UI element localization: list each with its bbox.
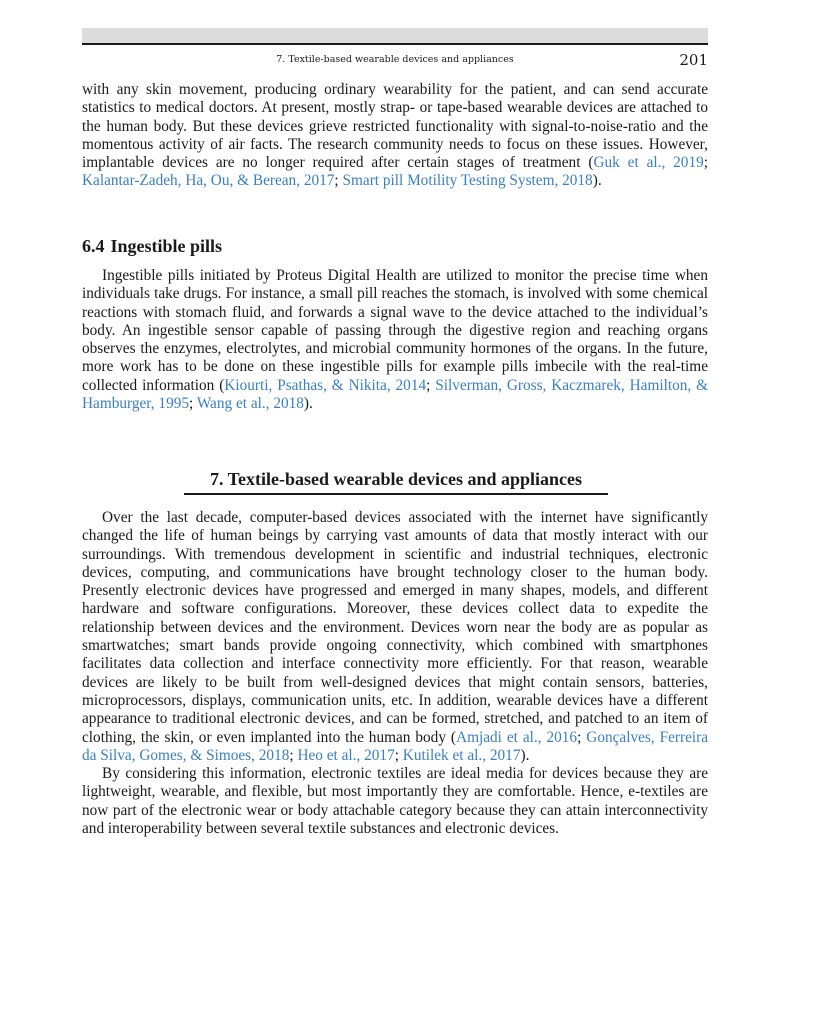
citation-close: ). xyxy=(520,746,530,764)
citation-link[interactable]: Wang et al., 2018 xyxy=(196,395,304,413)
paragraph xyxy=(82,267,708,413)
chapter-heading-7 xyxy=(184,469,608,490)
running-head xyxy=(82,51,708,71)
chapter-rule xyxy=(184,493,608,495)
citation-link[interactable]: Amjadi et al., 2016 xyxy=(456,728,578,746)
citation-separator: ; xyxy=(289,746,298,764)
paragraph-text: with any skin movement, producing ordinary wearability for the patient, and can send accurate statistics to medical doctors. At present, mostly strap- or tape-based wearable devices are attached to the human body. But these devices grieve restricted functionality with signal-to-noise-ratio and the momentous activity of air facts. The research community needs to focus on these issues. However, implantable devices are no longer required after certain stages of treatment ( xyxy=(82,81,708,172)
citation-separator: ; xyxy=(577,728,587,746)
running-title: 7. Textile-based wearable devices and appliances xyxy=(276,54,514,65)
paragraph-text: Ingestible pills initiated by Proteus Digital Health are utilized to monitor the precise time when individuals take drugs. For instance, a small pill reaches the stomach, is involved with some chemical reactions with stomach fluid, and forwards a signal wave to the device attached to the individual’s body. An ingestible sensor capable of passing through the digestive region and reaching organs observes the enzymes, electrolytes, and microbial community hormones of the organs. In the future, more work has to be done on these ingestible pills for example pills imbecile with the real-time collected information ( xyxy=(82,267,708,394)
citation-separator: ; xyxy=(394,746,403,764)
citation-link[interactable]: Kutilek et al., 2017 xyxy=(402,746,521,764)
citation-link[interactable]: Gonçalves, Ferreira da Silva, Gomes, & Simoes, 2018 xyxy=(82,728,709,764)
section-number: 6.4 xyxy=(82,236,105,256)
citation-link[interactable]: Silverman, Gross, Kaczmarek, Hamilton, & Hamburger, 1995 xyxy=(82,376,708,413)
chapter-7-body xyxy=(82,509,708,838)
citation-close: ). xyxy=(592,172,602,190)
citation-close: ). xyxy=(303,395,313,413)
chapter-title: Textile-based wearable devices and appliances xyxy=(227,469,583,489)
section-heading-6-4 xyxy=(82,236,222,257)
citation-link[interactable]: Kiourti, Psathas, & Nikita, 2014 xyxy=(224,376,427,394)
header-rule xyxy=(82,43,708,45)
chapter-number: 7. xyxy=(209,469,224,489)
page-number: 201 xyxy=(679,51,708,69)
citation-separator: ; xyxy=(703,154,709,172)
citation-separator: ; xyxy=(334,172,343,190)
citation-link[interactable]: Kalantar-Zadeh, Ha, Ou, & Berean, 2017 xyxy=(82,172,335,190)
citation-separator: ; xyxy=(426,376,436,394)
citation-link[interactable]: Heo et al., 2017 xyxy=(297,746,395,764)
section-title: Ingestible pills xyxy=(110,236,223,256)
citation-separator: ; xyxy=(189,395,197,413)
citation-link[interactable]: Guk et al., 2019 xyxy=(593,154,704,172)
paragraph-text: By considering this information, electronic textiles are ideal media for devices because they are lightweight, wearable, and flexible, but most importantly they are comfortable. Hence, e-textiles are now part of the electronic wear or body attachable category because they can attain interconnectivity and interoperability between several textile substances and electronic devices. xyxy=(82,765,708,838)
intro-paragraph xyxy=(82,81,708,191)
paragraph xyxy=(82,81,708,191)
paragraph xyxy=(82,765,708,838)
paragraph xyxy=(82,509,708,765)
header-band xyxy=(82,28,708,44)
citation-link[interactable]: Smart pill Motility Testing System, 2018 xyxy=(342,172,593,190)
section-6-4-body xyxy=(82,267,708,413)
paragraph-text: Over the last decade, computer-based devices associated with the internet have significantly changed the life of human beings by carrying vast amounts of data that mostly interact with our surroundings. With tremendous development in scientific and industrial techniques, electronic devices, computing, and communications have brought technology closer to the human body. Presently electronic devices have progressed and emerged in many shapes, models, and different hardware and software configurations. Moreover, these devices collect data to expedite the relationship between devices and the environment. Devices worn near the body are as popular as smartwatches; smart bands provide ongoing connectivity, which combined with smartphones facilitates data collection and interface connectivity more efficiently. For that reason, wearable devices are likely to be built from well-designed devices that might contain sensors, batteries, microprocessors, displays, communication units, etc. In addition, wearable devices have a different appearance to traditional electronic devices, and can be formed, stretched, and patched to an item of clothing, the skin, or even implanted into the human body ( xyxy=(82,509,708,746)
